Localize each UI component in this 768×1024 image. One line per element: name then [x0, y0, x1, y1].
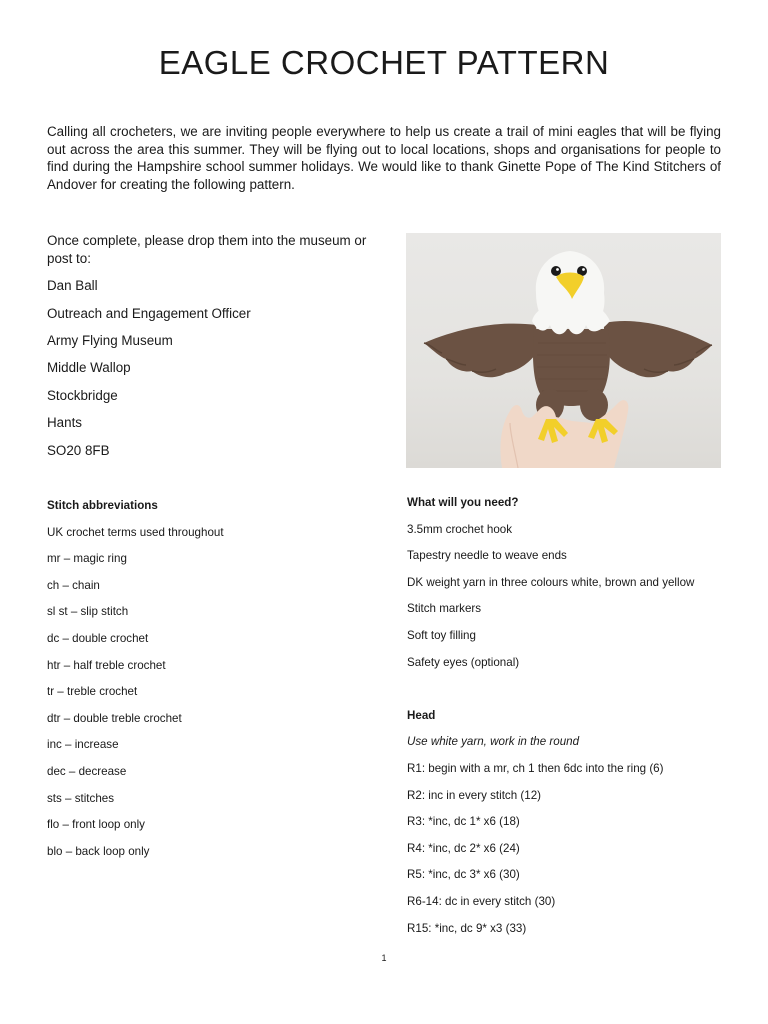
crochet-eagle-illustration: [406, 233, 721, 468]
pattern-round: R2: inc in every stitch (12): [407, 788, 542, 802]
materials-heading: What will you need?: [407, 496, 519, 509]
abbreviation-item: tr – treble crochet: [47, 685, 138, 699]
eagle-photo: [406, 233, 721, 468]
page-title: EAGLE CROCHET PATTERN: [158, 44, 610, 81]
head-heading: Head: [407, 708, 436, 722]
abbreviation-item: dtr – double treble crochet: [47, 711, 182, 725]
abbreviation-item: flo – front loop only: [47, 818, 145, 832]
abbreviation-item: UK crochet terms used throughout: [47, 525, 224, 539]
abbreviation-item: sts – stitches: [47, 791, 115, 805]
pattern-round: R4: *inc, dc 2* x6 (24): [407, 841, 520, 855]
stitch-abbreviations: [47, 499, 377, 871]
address-line: Army Flying Museum: [47, 332, 173, 348]
pattern-round: R1: begin with a mr, ch 1 then 6dc into the ring (6): [407, 761, 664, 775]
abbreviation-item: inc – increase: [47, 738, 119, 752]
address-line: Dan Ball: [47, 278, 98, 294]
pattern-round: R3: *inc, dc 1* x6 (18): [407, 815, 520, 829]
address-line: Stockbridge: [47, 387, 118, 403]
abbreviation-item: dc – double crochet: [47, 631, 149, 645]
abbreviations-heading: Stitch abbreviations: [47, 499, 158, 512]
page-number: 1: [381, 953, 387, 963]
pattern-round: R15: *inc, dc 9* x3 (33): [407, 921, 527, 935]
address-line: Hants: [47, 415, 82, 431]
neck-ruff: [532, 307, 610, 334]
abbreviation-item: dec – decrease: [47, 764, 127, 778]
material-item: Soft toy filling: [407, 628, 476, 642]
materials-and-head: [407, 496, 737, 948]
left-wing: [424, 324, 538, 378]
intro-paragraph: Calling all crocheters, we are inviting people everywhere to help us create a trail of mini eagles that will be flying out across the area this summer. They will be flying out to local locations, shops and organisations for people to find during the Hampshire school summer holidays. We would like to thank Ginette Pope of The Kind Stitchers of Andover for creating the following pattern.: [47, 124, 721, 192]
abbreviation-item: sl st – slip stitch: [47, 605, 129, 619]
abbreviation-item: blo – back loop only: [47, 844, 150, 858]
address-lead: Once complete, please drop them into the museum or post to:: [47, 233, 367, 266]
material-item: DK weight yarn in three colours white, brown and yellow: [407, 575, 695, 589]
pattern-round: R5: *inc, dc 3* x6 (30): [407, 868, 520, 882]
abbreviation-item: mr – magic ring: [47, 552, 127, 566]
material-item: Stitch markers: [407, 602, 482, 616]
address-line: Outreach and Engagement Officer: [47, 305, 251, 321]
material-item: Safety eyes (optional): [407, 655, 520, 669]
material-item: 3.5mm crochet hook: [407, 522, 513, 536]
address-line: Middle Wallop: [47, 360, 131, 376]
abbreviation-item: ch – chain: [47, 578, 100, 592]
left-eye: [551, 266, 561, 276]
material-item: Tapestry needle to weave ends: [407, 549, 567, 563]
right-wing: [604, 321, 712, 377]
head-note: Use white yarn, work in the round: [407, 735, 580, 749]
abbreviation-item: htr – half treble crochet: [47, 658, 166, 672]
pattern-round: R6-14: dc in every stitch (30): [407, 894, 556, 908]
address-line: SO20 8FB: [47, 442, 110, 458]
address-block: [47, 232, 377, 469]
